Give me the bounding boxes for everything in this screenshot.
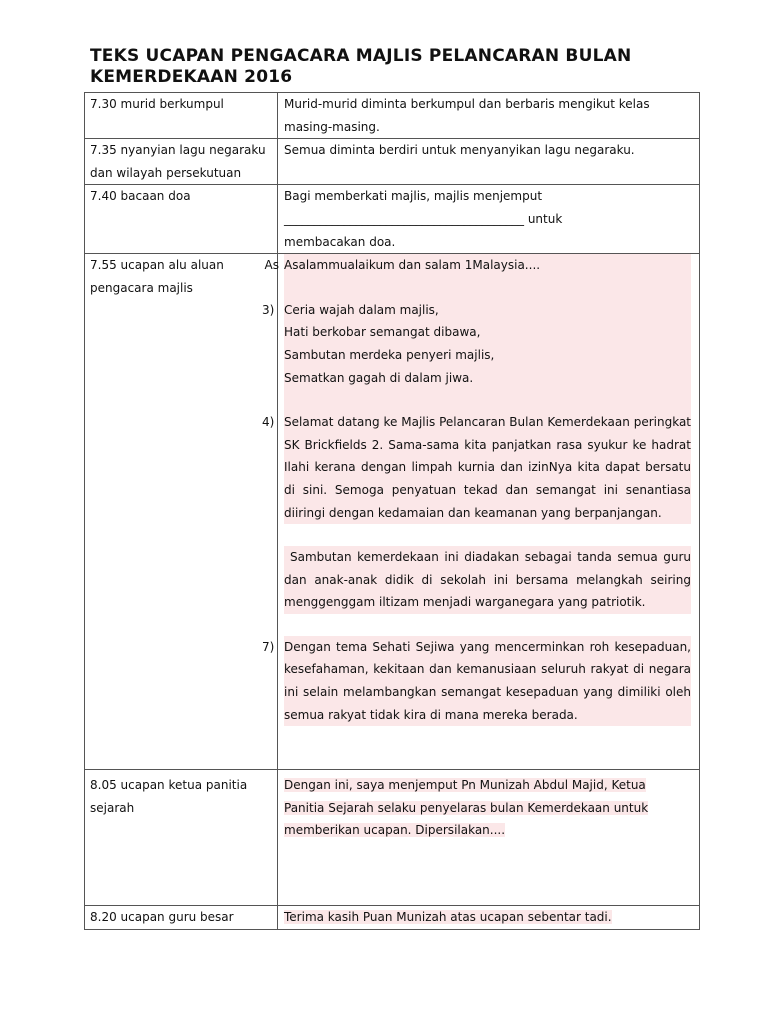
doa-line-3: membacakan doa.: [284, 234, 396, 249]
agenda-content: [278, 770, 700, 906]
pantun-line: Sematkan gagah di dalam jiwa.: [284, 370, 474, 385]
invite-line-2: Panitia Sejarah selaku penyelaras bulan Kemerdekaan untuk: [284, 800, 649, 815]
invite-line-3: memberikan ucapan. Dipersilakan....: [284, 823, 506, 838]
agenda-content: [262, 254, 700, 770]
agenda-content: [278, 906, 700, 930]
greeting: Asalammualaikum dan salam 1Malaysia....: [284, 254, 691, 277]
time-line-1: 7.55 ucapan alu aluan: [90, 258, 224, 273]
time-line-1: 8.05 ucapan ketua panitia: [90, 778, 248, 793]
agenda-time: [85, 254, 278, 770]
paragraph-5: [284, 546, 691, 614]
agenda-time: 7.30 murid berkumpul: [85, 93, 278, 139]
doa-line-1: Bagi memberkati majlis, majlis menjemput: [284, 189, 543, 204]
paragraph-7: [262, 636, 691, 726]
agenda-time: 8.20 ucapan guru besar: [85, 906, 278, 930]
agenda-row: [85, 254, 700, 770]
paragraph-text: Dengan tema Sehati Sejiwa yang mencerminkan roh kesepaduan, kesefahaman, kekitaan dan kemanusiaan seluruh rakyat di negara ini selain melambangkan semangat kesepaduan yang dimiliki oleh semua rakyat tidak kira di mana mereka berada.: [284, 639, 691, 722]
paragraph-number: 4): [262, 415, 275, 430]
time-line-2: pengacara majlis: [90, 280, 193, 295]
overflow-text: As: [264, 258, 279, 273]
pantun-line: Hati berkobar semangat dibawa,: [284, 325, 481, 340]
paragraph-text: Sambutan kemerdekaan ini diadakan sebagai tanda semua guru dan anak-anak didik di sekolah ini bersama melangkah seiring menggenggam iltizam menjadi warganegara yang patriotik.: [284, 550, 691, 610]
paragraph-4: [262, 411, 691, 524]
agenda-time: [85, 770, 278, 906]
agenda-row: [85, 139, 700, 185]
agenda-table: [84, 92, 700, 930]
agenda-content: Murid-murid diminta berkumpul dan berbaris mengikut kelas masing-masing.: [278, 93, 700, 139]
agenda-row: [85, 93, 700, 139]
time-line-2: sejarah: [90, 800, 135, 815]
paragraph-text: Selamat datang ke Majlis Pelancaran Bulan Kemerdekaan peringkat SK Brickfields 2. Sama-sama kita panjatkan rasa syukur ke hadrat Ilahi kerana dengan limpah kurnia dan izinNya kita dapat bersatu di sini. Semoga penyatuan tekad dan semangat ini senantiasa diiringi dengan kedamaian dan keamanan yang berpanjangan.: [284, 415, 691, 520]
title-line-1: TEKS UCAPAN PENGACARA MAJLIS PELANCARAN BULAN: [90, 46, 632, 66]
agenda-content: [278, 185, 700, 254]
pantun-block: [262, 299, 691, 389]
title-line-2: KEMERDEKAAN 2016: [90, 67, 293, 87]
paragraph-number: 7): [262, 639, 275, 654]
pantun-line: Sambutan merdeka penyeri majlis,: [284, 347, 495, 362]
agenda-row: [85, 770, 700, 906]
pantun-line: Ceria wajah dalam majlis,: [284, 302, 439, 317]
thanks-text: Terima kasih Puan Munizah atas ucapan sebentar tadi.: [284, 910, 612, 925]
agenda-time: 7.35 nyanyian lagu negaraku dan wilayah persekutuan: [85, 139, 278, 185]
agenda-row: [85, 906, 700, 930]
doa-line-2: ________________________________________ untuk: [284, 211, 563, 226]
pantun-number: 3): [262, 302, 275, 317]
agenda-row: [85, 185, 700, 254]
agenda-time: 7.40 bacaan doa: [85, 185, 278, 254]
document-title: [90, 46, 690, 88]
agenda-content: Semua diminta berdiri untuk menyanyikan lagu negaraku.: [278, 139, 700, 185]
invite-line-1: Dengan ini, saya menjemput Pn Munizah Abdul Majid, Ketua: [284, 778, 646, 793]
